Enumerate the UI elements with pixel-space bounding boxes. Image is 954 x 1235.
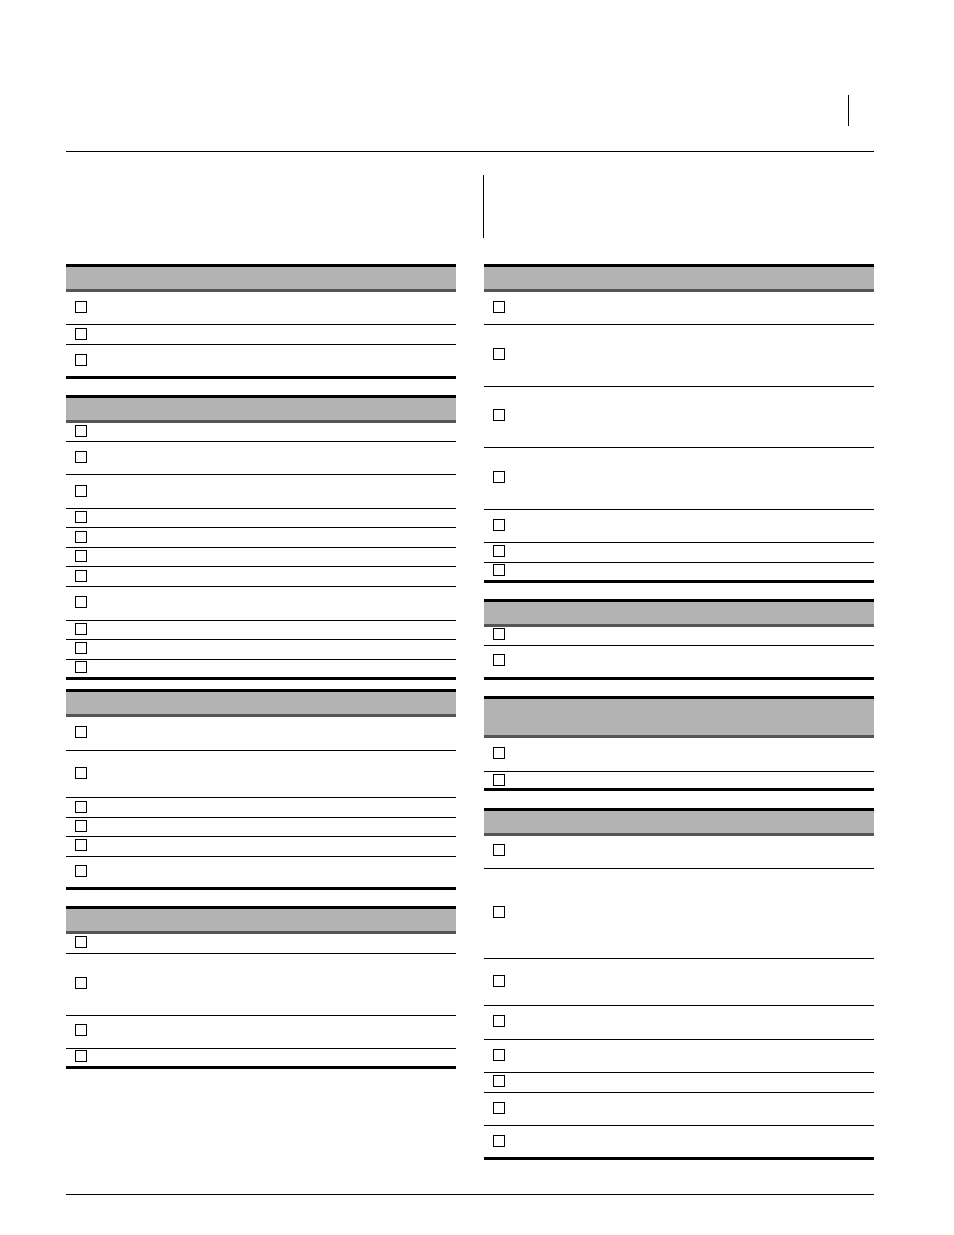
section-bottom-rule	[484, 1157, 874, 1160]
checkbox[interactable]	[75, 1024, 87, 1036]
checkbox[interactable]	[75, 661, 87, 673]
checklist-row	[484, 1093, 874, 1126]
section-bottom-rule	[484, 580, 874, 583]
checkbox[interactable]	[75, 570, 87, 582]
checklist-row	[66, 442, 456, 475]
checklist-row	[66, 717, 456, 751]
checkbox[interactable]	[75, 596, 87, 608]
footer-rule	[66, 1194, 874, 1195]
checklist-row	[66, 954, 456, 1016]
checkbox[interactable]	[75, 623, 87, 635]
checklist-row	[66, 934, 456, 954]
checkbox[interactable]	[75, 839, 87, 851]
section-header-bar	[66, 689, 456, 717]
section-header-bar	[484, 264, 874, 292]
checklist-row	[484, 1040, 874, 1073]
section-header-bar	[484, 808, 874, 836]
section-header-bar	[484, 599, 874, 627]
checkbox[interactable]	[493, 975, 505, 987]
checkbox[interactable]	[493, 301, 505, 313]
checkbox[interactable]	[75, 451, 87, 463]
section-header-bar	[66, 264, 456, 292]
checkbox[interactable]	[75, 977, 87, 989]
checkbox[interactable]	[493, 564, 505, 576]
checkbox[interactable]	[493, 1102, 505, 1114]
checkbox[interactable]	[493, 1015, 505, 1027]
checklist-row	[66, 509, 456, 528]
checklist-row	[66, 567, 456, 587]
checklist-row	[66, 1049, 456, 1066]
checklist-row	[66, 528, 456, 548]
section-bottom-rule	[484, 788, 874, 791]
checklist-row	[484, 510, 874, 543]
checkbox[interactable]	[75, 531, 87, 543]
checklist-row	[484, 387, 874, 448]
checklist-row	[66, 292, 456, 325]
checkbox[interactable]	[75, 301, 87, 313]
checklist-row	[66, 1016, 456, 1049]
checkbox[interactable]	[75, 1050, 87, 1062]
checkbox[interactable]	[493, 471, 505, 483]
checkbox[interactable]	[75, 511, 87, 523]
checkbox[interactable]	[493, 747, 505, 759]
checkbox[interactable]	[75, 820, 87, 832]
checkbox[interactable]	[493, 906, 505, 918]
checkbox[interactable]	[493, 844, 505, 856]
checklist-row	[484, 543, 874, 563]
checklist-row	[66, 818, 456, 837]
checklist-row	[484, 836, 874, 869]
checkbox[interactable]	[75, 354, 87, 366]
checkbox[interactable]	[75, 425, 87, 437]
checklist-row	[66, 587, 456, 621]
checkbox[interactable]	[493, 409, 505, 421]
checkbox[interactable]	[493, 1075, 505, 1087]
checklist-row	[484, 738, 874, 772]
checklist-row	[66, 621, 456, 640]
checklist-row	[66, 798, 456, 818]
checkbox[interactable]	[493, 1135, 505, 1147]
checklist-row	[484, 869, 874, 959]
section-bottom-rule	[66, 1066, 456, 1069]
checkbox[interactable]	[493, 519, 505, 531]
checkbox[interactable]	[75, 328, 87, 340]
checkbox[interactable]	[493, 628, 505, 640]
checkbox[interactable]	[75, 801, 87, 813]
checklist-row	[66, 640, 456, 660]
checklist-row	[484, 563, 874, 580]
checklist-row	[484, 1126, 874, 1157]
checklist-row	[66, 548, 456, 567]
checklist-row	[66, 325, 456, 345]
section-bottom-rule	[66, 376, 456, 379]
checklist-row	[66, 751, 456, 798]
checkbox[interactable]	[75, 936, 87, 948]
checklist-row	[66, 345, 456, 377]
checkbox[interactable]	[75, 865, 87, 877]
checklist-row	[484, 772, 874, 789]
checklist-row	[484, 1073, 874, 1093]
section-header-bar	[66, 906, 456, 934]
checkbox[interactable]	[493, 545, 505, 557]
checklist-row	[66, 857, 456, 888]
checklist-row	[484, 646, 874, 677]
section-header-bar	[484, 696, 874, 738]
section-bottom-rule	[484, 677, 874, 680]
intro-divider	[483, 175, 484, 238]
checkbox[interactable]	[75, 550, 87, 562]
checklist-row	[484, 448, 874, 510]
checkbox[interactable]	[75, 726, 87, 738]
section-bottom-rule	[66, 887, 456, 890]
checklist-row	[484, 1006, 874, 1040]
checkbox[interactable]	[493, 348, 505, 360]
section-header-bar	[66, 395, 456, 423]
checklist-row	[66, 423, 456, 442]
header-rule	[66, 151, 874, 152]
checklist-row	[66, 475, 456, 509]
checklist-row	[484, 292, 874, 325]
checkbox[interactable]	[493, 654, 505, 666]
checkbox[interactable]	[75, 642, 87, 654]
checklist-row	[66, 837, 456, 857]
checklist-row	[66, 660, 456, 678]
checklist-row	[484, 959, 874, 1006]
header-marker-line	[848, 95, 849, 126]
section-bottom-rule	[66, 677, 456, 680]
checkbox[interactable]	[493, 1049, 505, 1061]
checklist-row	[484, 627, 874, 646]
checklist-row	[484, 325, 874, 387]
checkbox[interactable]	[75, 767, 87, 779]
checkbox[interactable]	[75, 485, 87, 497]
checkbox[interactable]	[493, 774, 505, 786]
